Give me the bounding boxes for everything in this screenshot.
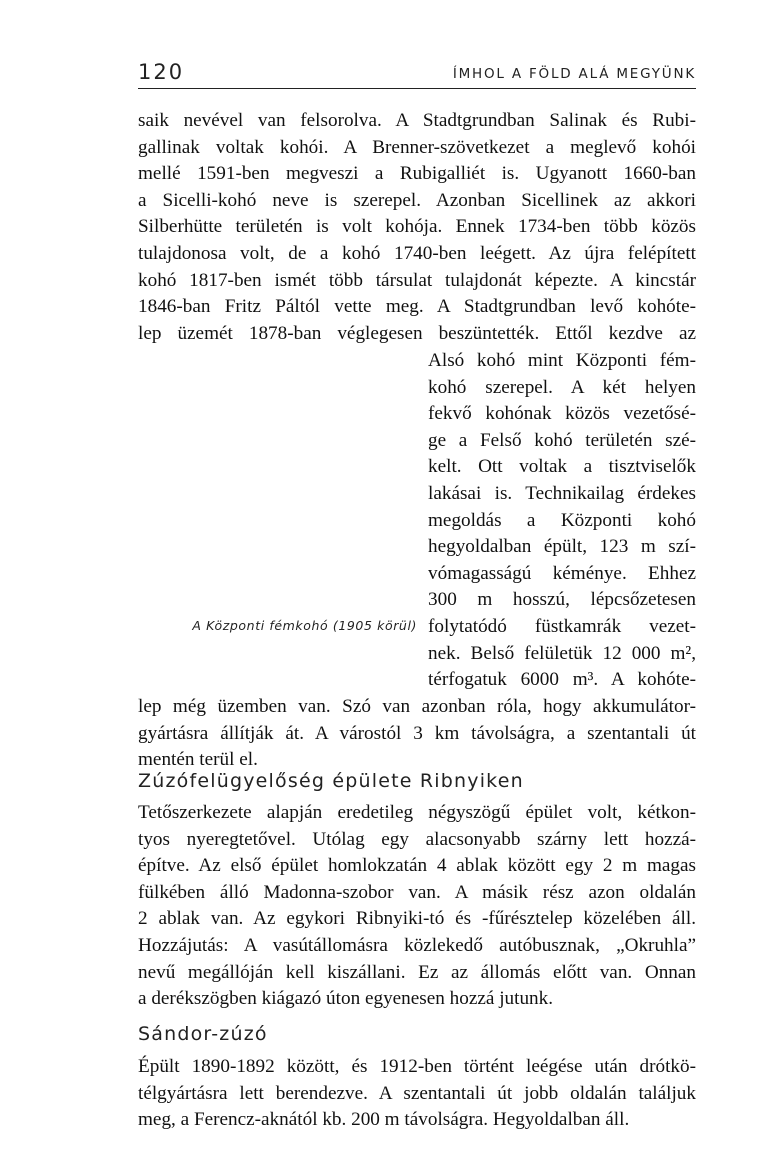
text-line: télgyártásra lett berendezve. A szentantali út jobb oldalán találjuk [138, 1082, 696, 1104]
column-line: Alsó kohó mint Központi fém- [428, 350, 696, 371]
column-line: lakásai is. Technikailag érdekes [428, 483, 696, 504]
column-line: 300 m hosszú, lépcsőzetesen [428, 589, 696, 611]
text-line: a Sicelli-kohó neve is szerepel. Azonban Sicellinek az akkori [138, 189, 696, 211]
text-line: építve. Az első épület homlokzatán 4 ablak között egy 2 m magas [138, 855, 696, 877]
text-line: 2 ablak van. Az egykori Ribnyiki-tó és -fűrésztelep közelében áll. [138, 908, 696, 930]
text-line: 1846-ban Fritz Páltól vette meg. A Stadtgrundban levő kohóte- [138, 296, 696, 318]
column-line: kohó szerepel. A két helyen [428, 376, 696, 398]
text-line: kohó 1817-ben ismét több társulat tulajdonát képezte. A kincstár [138, 269, 696, 291]
page-number: 120 [138, 60, 185, 84]
section-body [138, 800, 696, 1013]
column-line: térfogatuk 6000 m³. A kohóte- [428, 669, 696, 691]
text-line: nevű megállóján kell kiszállani. Ez az állomás előtt van. Onnan [138, 961, 696, 983]
section-heading: Sándor-zúzó [138, 1023, 268, 1045]
text-line: tulajdonosa volt, de a kohó 1740-ben leégett. Az újra felépített [138, 242, 696, 264]
running-title: ÍMHOL A FÖLD ALÁ MEGYÜNK [452, 66, 696, 82]
page-header [138, 58, 696, 89]
column-line: ge a Felső kohó területén szé- [428, 429, 696, 451]
text-line: Hozzájutás: A vasútállomásra közlekedő autóbusznak, „Okruhla” [138, 934, 696, 956]
paragraph-continuation [138, 694, 696, 774]
column-line: megoldás a Központi kohó [428, 509, 696, 531]
column-line: nek. Belső felületük 12 000 m², [428, 642, 696, 664]
column-line: folytatódó füstkamrák vezet- [428, 616, 696, 637]
text-line: tyos nyeregtetővel. Utólag egy alacsonyabb szárny lett hozzá- [138, 828, 696, 850]
text-line: meg, a Ferencz-aknától kb. 200 m távolságra. Hegyoldalban áll. [138, 1109, 630, 1131]
text-line: mentén terül el. [138, 749, 258, 771]
text-line: fülkében álló Madonna-szobor van. A másik rész azon oldalán [138, 881, 696, 903]
text-line: lep még üzemben van. Szó van azonban róla, hogy akkumulátor- [138, 696, 696, 717]
text-line: gallinak voltak kohói. A Brenner-szövetkezet a meglevő kohói [138, 136, 696, 158]
text-line: Silberhütte területén is volt kohója. Ennek 1734-ben több közös [138, 216, 696, 238]
text-line: gyártásra állítják át. A várostól 3 km távolságra, a szentantali út [138, 722, 696, 744]
column-line: kelt. Ott voltak a tisztviselők [428, 456, 696, 478]
figure-caption: A Központi fémkohó (1905 körül) [192, 618, 417, 633]
column-line: fekvő kohónak közös vezetősé- [428, 403, 696, 425]
text-line: a derékszögben kiágazó úton egyenesen hozzá jutunk. [138, 988, 554, 1010]
column-line: hegyoldalban épült, 123 m szí- [428, 536, 696, 558]
paragraph-top [138, 108, 696, 347]
text-line: Épült 1890-1892 között, és 1912-ben történt leégése után drótkö- [138, 1056, 696, 1077]
text-line: Tetőszerkezete alapján eredetileg négyszögű épület volt, kétkon- [138, 802, 696, 823]
section-heading: Zúzófelügyelőség épülete Ribnyiken [138, 770, 524, 792]
text-line: mellé 1591-ben megveszi a Rubigalliét is. Ugyanott 1660-ban [138, 163, 696, 185]
column-line: vómagasságú kéménye. Ehhez [428, 562, 696, 584]
text-line: saik nevével van felsorolva. A Stadtgrundban Salinak és Rubi- [138, 110, 696, 131]
text-line: lep üzemét 1878-ban véglegesen beszüntették. Ettől kezdve az [138, 322, 696, 344]
section-body [138, 1054, 696, 1134]
